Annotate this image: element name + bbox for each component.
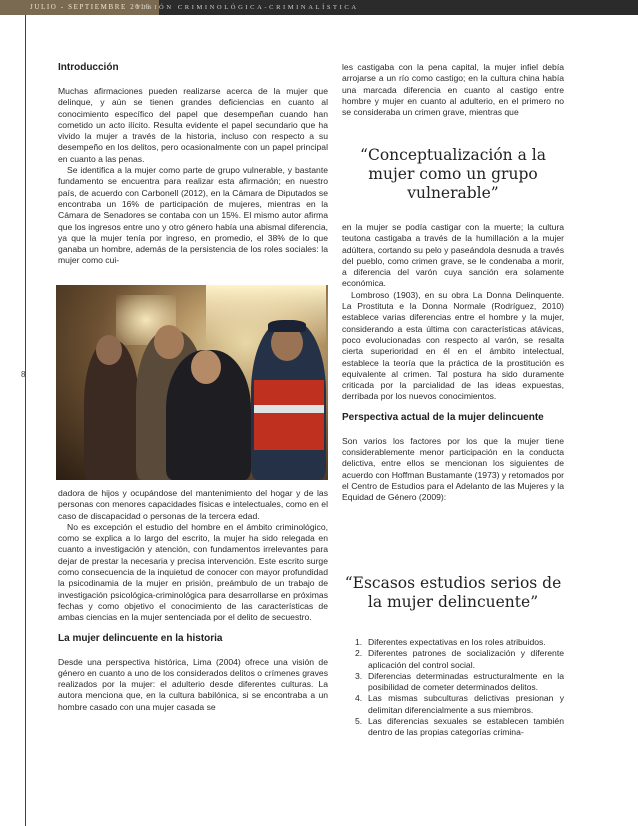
- list-item: 3. Diferencias determinadas estructuralmente en la posibilidad de cometer determinados delitos.: [355, 670, 564, 693]
- list-item: 1. Diferentes expectativas en los roles atribuidos.: [355, 637, 546, 647]
- perspective-paragraph: Son varios los factores por los que la mujer tiene considerablemente menor participación en la conducta delictiva, entre ellos se mencionan los siguientes de acuerdo con Hoffman Bustamante (1973) y retomados por el Centro de Estudios para el Adelanto de las Mujeres y la Equidad de Género (2009):: [342, 435, 564, 503]
- right-column-top: [342, 62, 564, 118]
- intro-paragraph: Se identifica a la mujer como parte de grupo vulnerable, y bastante fundamento se encuentra para realizar esta afirmación; en nuestro país, de acuerdo con Carbonell (2012), en la Cámara de Diputados se encontraba un 16% de participación de mujeres, mientras en la Cámara de Senadores se contaba con un 15%. El mismo autor afirma que los ingresos entre uno y otro género había una abismal diferencia, ya que la mujer tenía por ingreso, en promedio, el 38% de lo que ganaba un hombre, además de la persistencia de los roles sociales: la mujer como cui-: [58, 165, 328, 266]
- page-number: 8: [21, 370, 26, 379]
- pull-quote: “Conceptualización a la mujer como un grupo vulnerable”: [360, 146, 546, 202]
- body-paragraph: Lombroso (1903), en su obra La Donna Delinquente. La Prostituta e la Donna Normale (Rodríguez, 2010) establece varias diferencias entre el hombre y la mujer, considerando a esta última con características atávicas, poco evolucionadas con respecto al varón, se resalta cierta superioridad en él en el ámbito intelectual, establece la teoría que la práctica de la prostitución es equivalente al crimen. Tal postura ha sido duramente criticada por la parcialidad de las ideas expuestas, derribada por los nuevos conocimientos.: [342, 289, 564, 402]
- pull-quote: “Escasos estudios serios de la mujer delincuente”: [344, 574, 562, 611]
- issue-date: JULIO - SEPTIEMBRE 2016: [0, 0, 159, 15]
- magazine-title: VISIÓN CRIMINOLÓGICA-CRIMINALÍSTICA: [136, 4, 359, 11]
- police-vest: [254, 380, 324, 450]
- list-item: 5. Las diferencias sexuales se establecen también dentro de las propias categorías crimina-: [355, 716, 564, 738]
- intro-heading: Introducción: [58, 62, 119, 73]
- body-paragraph: les castigaba con la pena capital, la mujer infiel debía arrojarse a un río como castigo; en la cultura china había una marcada diferencia en cuanto al castigo entre hombre y mujer en cuanto al adulterio, en el primero no se consideraba un crimen grave, mientras que: [342, 62, 564, 118]
- factor-list: [342, 637, 564, 739]
- body-paragraph: dadora de hijos y ocupándose del mantenimiento del hogar y de las personas con menores capacidades físicas e intelectuales, como en el caso de discapacidad o personas de la tercera edad.: [58, 488, 328, 521]
- perspective-heading: Perspectiva actual de la mujer delincuente: [342, 411, 544, 423]
- left-rule: [25, 15, 26, 826]
- left-column-bottom: [58, 488, 328, 713]
- intro-paragraph: Muchas afirmaciones pueden realizarse acerca de la mujer que delinque, y aún se tienen grandes deficiencias en cuanto al conocimiento específico del papel que desempeñan cuando han cometido un acto ilícito. Resulta evidente el papel secundario que ha vivido la mujer a través de la historia, incluso con respecto a su desempeño en los delitos, pero ocasionalmente con un papel principal en cuanto a las penas.: [58, 86, 328, 164]
- right-column-middle: [342, 222, 564, 504]
- list-item: 4. Las mismas subculturas delictivas presionan y delimitan diferencialmente a sus miembros.: [355, 693, 564, 715]
- body-paragraph: No es excepción el estudio del hombre en el ámbito criminológico, como se explica a lo largo del escrito, la mujer ha sido relegada en cuanto a investigación y atención, con fundamentos irrelevantes para dejar de prestar la necesaria y precisa intervención. Este escrito surge como consecuencia de la inquietud de conocer con mayor profundidad la psicodinamia de la mujer en prisión, preámbulo de un trabajo de investigación psicológica-criminológica para desarrollarse en próximas fechas y como objetivo el conocimiento de las características de ambas ciencias en la mujer sentenciada por el delito de secuestro.: [58, 521, 328, 623]
- history-paragraph: Desde una perspectiva histórica, Lima (2004) ofrece una visión de género en cuanto a uno de los considerados delitos o crímenes graves realizados por la mujer: el adulterio desde diferentes culturas. La autora menciona que, en la cultura babilónica, si se encontraba a un hombre casado con una mujer casada se: [58, 656, 328, 712]
- body-paragraph: en la mujer se podía castigar con la muerte; la cultura teutona castigaba a través de la humillación a la mujer adúltera, cortando su pelo y paseándola desnuda a través del pueblo, como crimen grave, se le condenaba a morir, a diferencia del varón cuya sanción era solamente económica.: [342, 222, 564, 289]
- left-column-top: [58, 62, 328, 267]
- metro-photo: [56, 285, 328, 480]
- history-heading: La mujer delincuente en la historia: [58, 632, 223, 644]
- list-item: 2. Diferentes patrones de socialización y diferente aplicación del control social.: [355, 648, 564, 670]
